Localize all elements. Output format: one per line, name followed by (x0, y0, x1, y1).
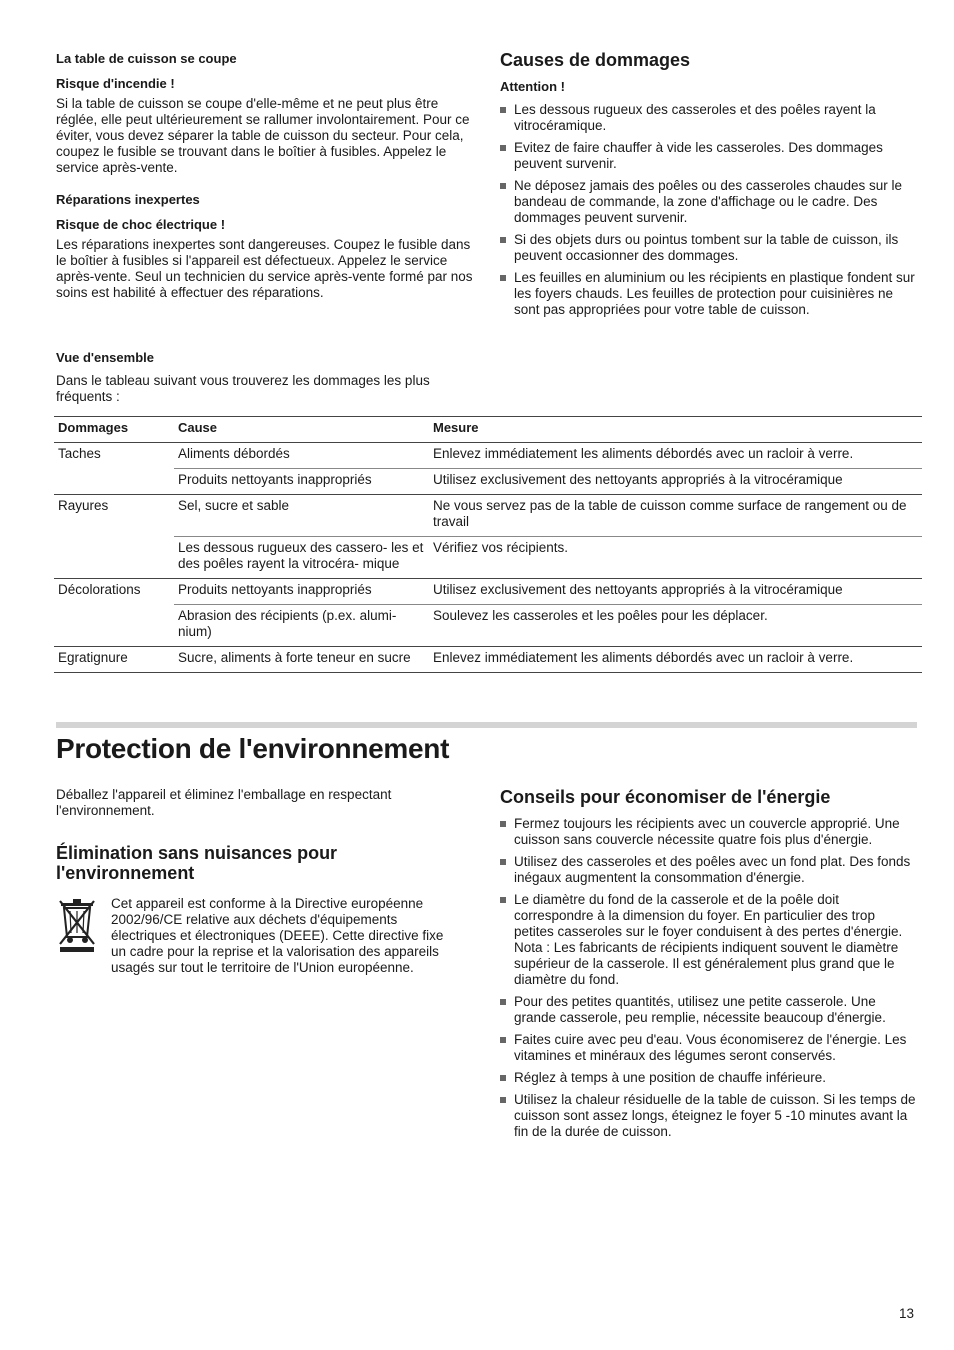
paragraph-shock-risk: Les réparations inexpertes sont dangereuses. Coupez le fusible dans le boîtier à fusibles si l'appareil est défectueux. Appelez le service après-vente. Seul un technicien du service après-vente formé par nos soins est habilité à effectuer des réparations. (56, 237, 473, 300)
table-header-row (54, 417, 922, 443)
table-row: Les dessous rugueux des cassero- les et des poêles rayent la vitrocéra- mique Vérifiez vos récipients. (54, 537, 922, 579)
table-row: Egratignure Sucre, aliments à forte teneur en sucre Enlevez immédiatement les aliments débordés avec un racloir à verre. (54, 647, 922, 673)
weee-bin-icon (58, 897, 96, 953)
heading-damage-causes: Causes de dommages (500, 50, 691, 70)
list-item: Le diamètre du fond de la casserole et de la poêle doit correspondre à la dimension du foyer. En particulier des trop petites casseroles sur le foyer conduisent à des pertes d'énergie. Nota : Les fabricants de récipients indiquent souvent le diamètre supérieur de la casserole. Il est généralement plus grand que le diamètre du fond. (500, 892, 918, 988)
list-item: Réglez à temps à une position de chauffe inférieure. (500, 1070, 918, 1086)
list-item: Les dessous rugueux des casseroles et des poêles rayent la vitrocéramique. (500, 102, 918, 134)
heading-cutoff: La table de cuisson se coupe (56, 51, 237, 66)
list-item: Utilisez des casseroles et des poêles avec un fond plat. Des fonds inégaux augmentent la consommation d'énergie. (500, 854, 918, 886)
bullet-icon (500, 859, 506, 865)
page-number: 13 (899, 1306, 915, 1321)
bullet-icon (500, 1097, 506, 1103)
bullet-icon (500, 821, 506, 827)
energy-tips-list (500, 816, 918, 1146)
table-row: Abrasion des récipients (p.ex. alumi- nium) Soulevez les casseroles et les poêles pour les déplacer. (54, 605, 922, 647)
bullet-icon (500, 275, 506, 281)
header-mesure: Mesure (429, 417, 922, 443)
bullet-icon (500, 897, 506, 903)
header-cause: Cause (174, 417, 429, 443)
list-item: Evitez de faire chauffer à vide les casseroles. Des dommages peuvent survenir. (500, 140, 918, 172)
damage-table-wrap (54, 416, 922, 673)
list-item: Les feuilles en aluminium ou les récipients en plastique fondent sur les foyers chauds. Les feuilles de protection pour cuisinières ne sont pas appropriées pour votre table de cuisson. (500, 270, 918, 318)
paragraph-disposal: Cet appareil est conforme à la Directive européenne 2002/96/CE relative aux déchets d'équipements électriques et électroniques (DEEE). Cette directive fixe un cadre pour la reprise et la valorisation des appareils usagés sur tout le territoire de l'Union européenne. (111, 896, 444, 975)
list-item: Ne déposez jamais des poêles ou des casseroles chaudes sur le bandeau de commande, la zone d'affichage ou le cadre. Des dommages peuvent survenir. (500, 178, 918, 226)
list-item: Si des objets durs ou pointus tombent sur la table de cuisson, ils peuvent occasionner des dommages. (500, 232, 918, 264)
paragraph-fire-risk: Si la table de cuisson se coupe d'elle-même et ne peut plus être réglée, elle peut ultérieurement se rallumer involontairement. Pour ce éviter, vous devez séparer la table de cuisson du secteur. Pour cela, coupez le fusible se trouvant dans le boîtier à fusibles. Appelez le service après-vente. (56, 96, 470, 175)
bullet-icon (500, 107, 506, 113)
heading-repairs: Réparations inexpertes (56, 192, 200, 207)
damage-table (54, 417, 922, 673)
list-item: Utilisez la chaleur résiduelle de la table de cuisson. Si les temps de cuisson sont assez longs, éteignez le foyer 5 -10 minutes avant la fin de la durée de cuisson. (500, 1092, 918, 1140)
damage-causes-list (500, 102, 918, 324)
table-row: Décolorations Produits nettoyants inappropriés Utilisez exclusivement des nettoyants appropriés à la vitrocéramique (54, 579, 922, 605)
paragraph-intro: Déballez l'appareil et éliminez l'emballage en respectant l'environnement. (56, 787, 392, 818)
page-title-environment: Protection de l'environnement (56, 733, 450, 764)
heading-overview: Vue d'ensemble (56, 350, 154, 365)
heading-attention: Attention ! (500, 79, 565, 94)
list-item: Fermez toujours les récipients avec un couvercle approprié. Une cuisson sans couvercle nécessite quatre fois plus d'énergie. (500, 816, 918, 848)
list-item: Faites cuire avec peu d'eau. Vous économiserez de l'énergie. Les vitamines et minéraux des légumes seront conservés. (500, 1032, 918, 1064)
paragraph-overview: Dans le tableau suivant vous trouverez les dommages les plus fréquents : (56, 373, 430, 404)
heading-fire-risk: Risque d'incendie ! (56, 76, 175, 91)
heading-disposal: Élimination sans nuisances pour l'environnement (56, 843, 338, 883)
section-divider (56, 722, 917, 728)
bullet-icon (500, 1037, 506, 1043)
header-dommages: Dommages (54, 417, 174, 443)
table-row: Rayures Sel, sucre et sable Ne vous servez pas de la table de cuisson comme surface de rangement ou de travail (54, 495, 922, 537)
bullet-icon (500, 183, 506, 189)
bullet-icon (500, 999, 506, 1005)
table-row: Produits nettoyants inappropriés Utilisez exclusivement des nettoyants appropriés à la vitrocéramique (54, 469, 922, 495)
heading-energy-tips: Conseils pour économiser de l'énergie (500, 787, 831, 807)
heading-shock-risk: Risque de choc électrique ! (56, 217, 226, 232)
list-item: Pour des petites quantités, utilisez une petite casserole. Une grande casserole, peu remplie, nécessite beaucoup d'énergie. (500, 994, 918, 1026)
bullet-icon (500, 145, 506, 151)
bullet-icon (500, 1075, 506, 1081)
bullet-icon (500, 237, 506, 243)
table-row: Taches Aliments débordés Enlevez immédiatement les aliments débordés avec un racloir à verre. (58, 446, 854, 461)
